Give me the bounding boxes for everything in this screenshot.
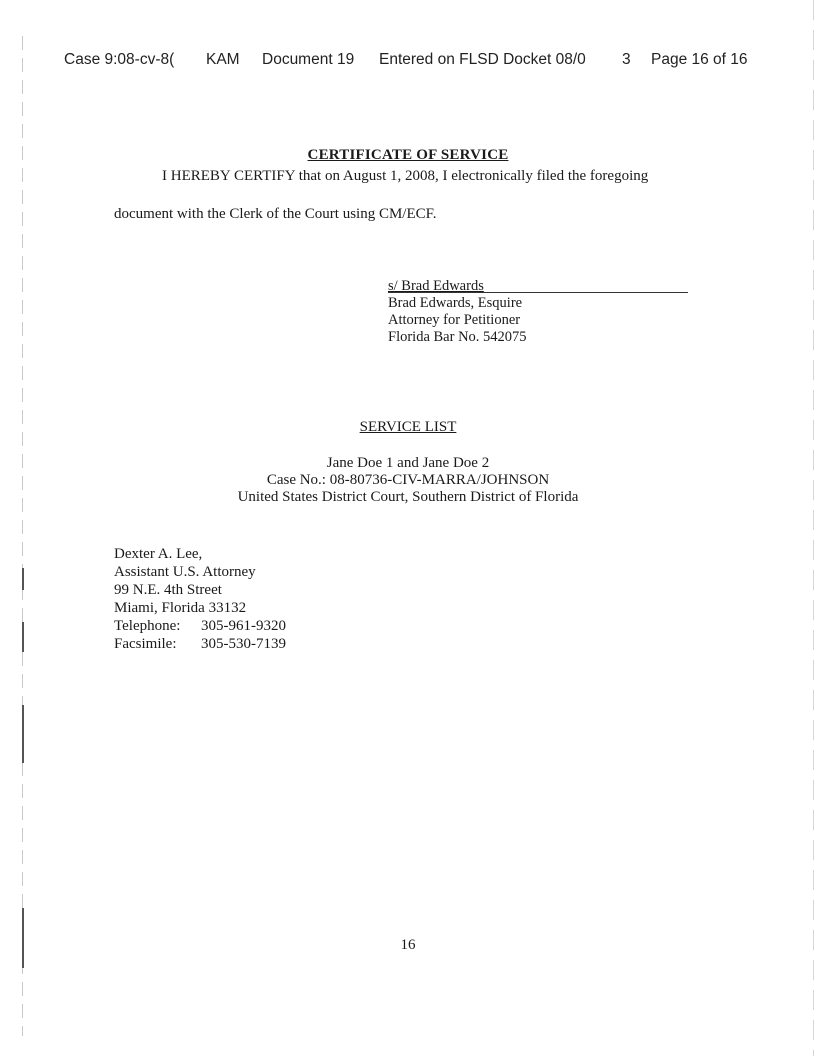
signer-bar-number: Florida Bar No. 542075 [388, 329, 527, 345]
signature-block [388, 278, 527, 346]
header-page: Page 16 of 16 [651, 51, 748, 68]
header-document: Document 19 [262, 51, 355, 68]
header-entered: Entered on FLSD Docket 08/0 [379, 51, 586, 68]
header-case-number: Case 9:08-cv-8( [64, 51, 175, 68]
telephone-number: 305-961-9320 [201, 618, 286, 634]
recipient-facsimile-row [114, 635, 286, 653]
certificate-line-1: I HEREBY CERTIFY that on August 1, 2008, I electronically filed the foregoing [162, 168, 649, 184]
docket-header [64, 51, 764, 71]
recipient-title: Assistant U.S. Attorney [114, 564, 256, 580]
facsimile-label: Facsimile: [114, 636, 177, 652]
scan-edge-mark [22, 705, 24, 763]
header-judge: KAM [206, 51, 240, 68]
recipient-city: Miami, Florida 33132 [114, 600, 247, 616]
signer-role: Attorney for Petitioner [388, 312, 521, 328]
scan-edge-mark [22, 622, 24, 652]
telephone-label: Telephone: [114, 618, 181, 634]
page-number: 16 [400, 937, 416, 953]
recipient-telephone-row [114, 617, 286, 635]
certificate-line-2: document with the Clerk of the Court using CM/ECF. [114, 206, 437, 222]
recipient-address [114, 545, 286, 653]
service-list-title: SERVICE LIST [359, 419, 457, 435]
recipient-name: Dexter A. Lee, [114, 546, 203, 562]
scan-edge-mark [22, 568, 24, 590]
signature: s/ Brad Edwards [388, 278, 484, 294]
recipient-street: 99 N.E. 4th Street [114, 582, 222, 598]
service-list-case-number: Case No.: 08-80736-CIV-MARRA/JOHNSON [266, 472, 550, 488]
service-list-court: United States District Court, Southern District of Florida [237, 489, 579, 505]
header-year-fragment: 3 [622, 51, 631, 68]
facsimile-number: 305-530-7139 [201, 636, 286, 652]
service-list-parties: Jane Doe 1 and Jane Doe 2 [326, 455, 490, 471]
signer-name: Brad Edwards, Esquire [388, 295, 523, 311]
certificate-title: CERTIFICATE OF SERVICE [307, 147, 509, 163]
scan-edge-left [22, 36, 23, 1036]
